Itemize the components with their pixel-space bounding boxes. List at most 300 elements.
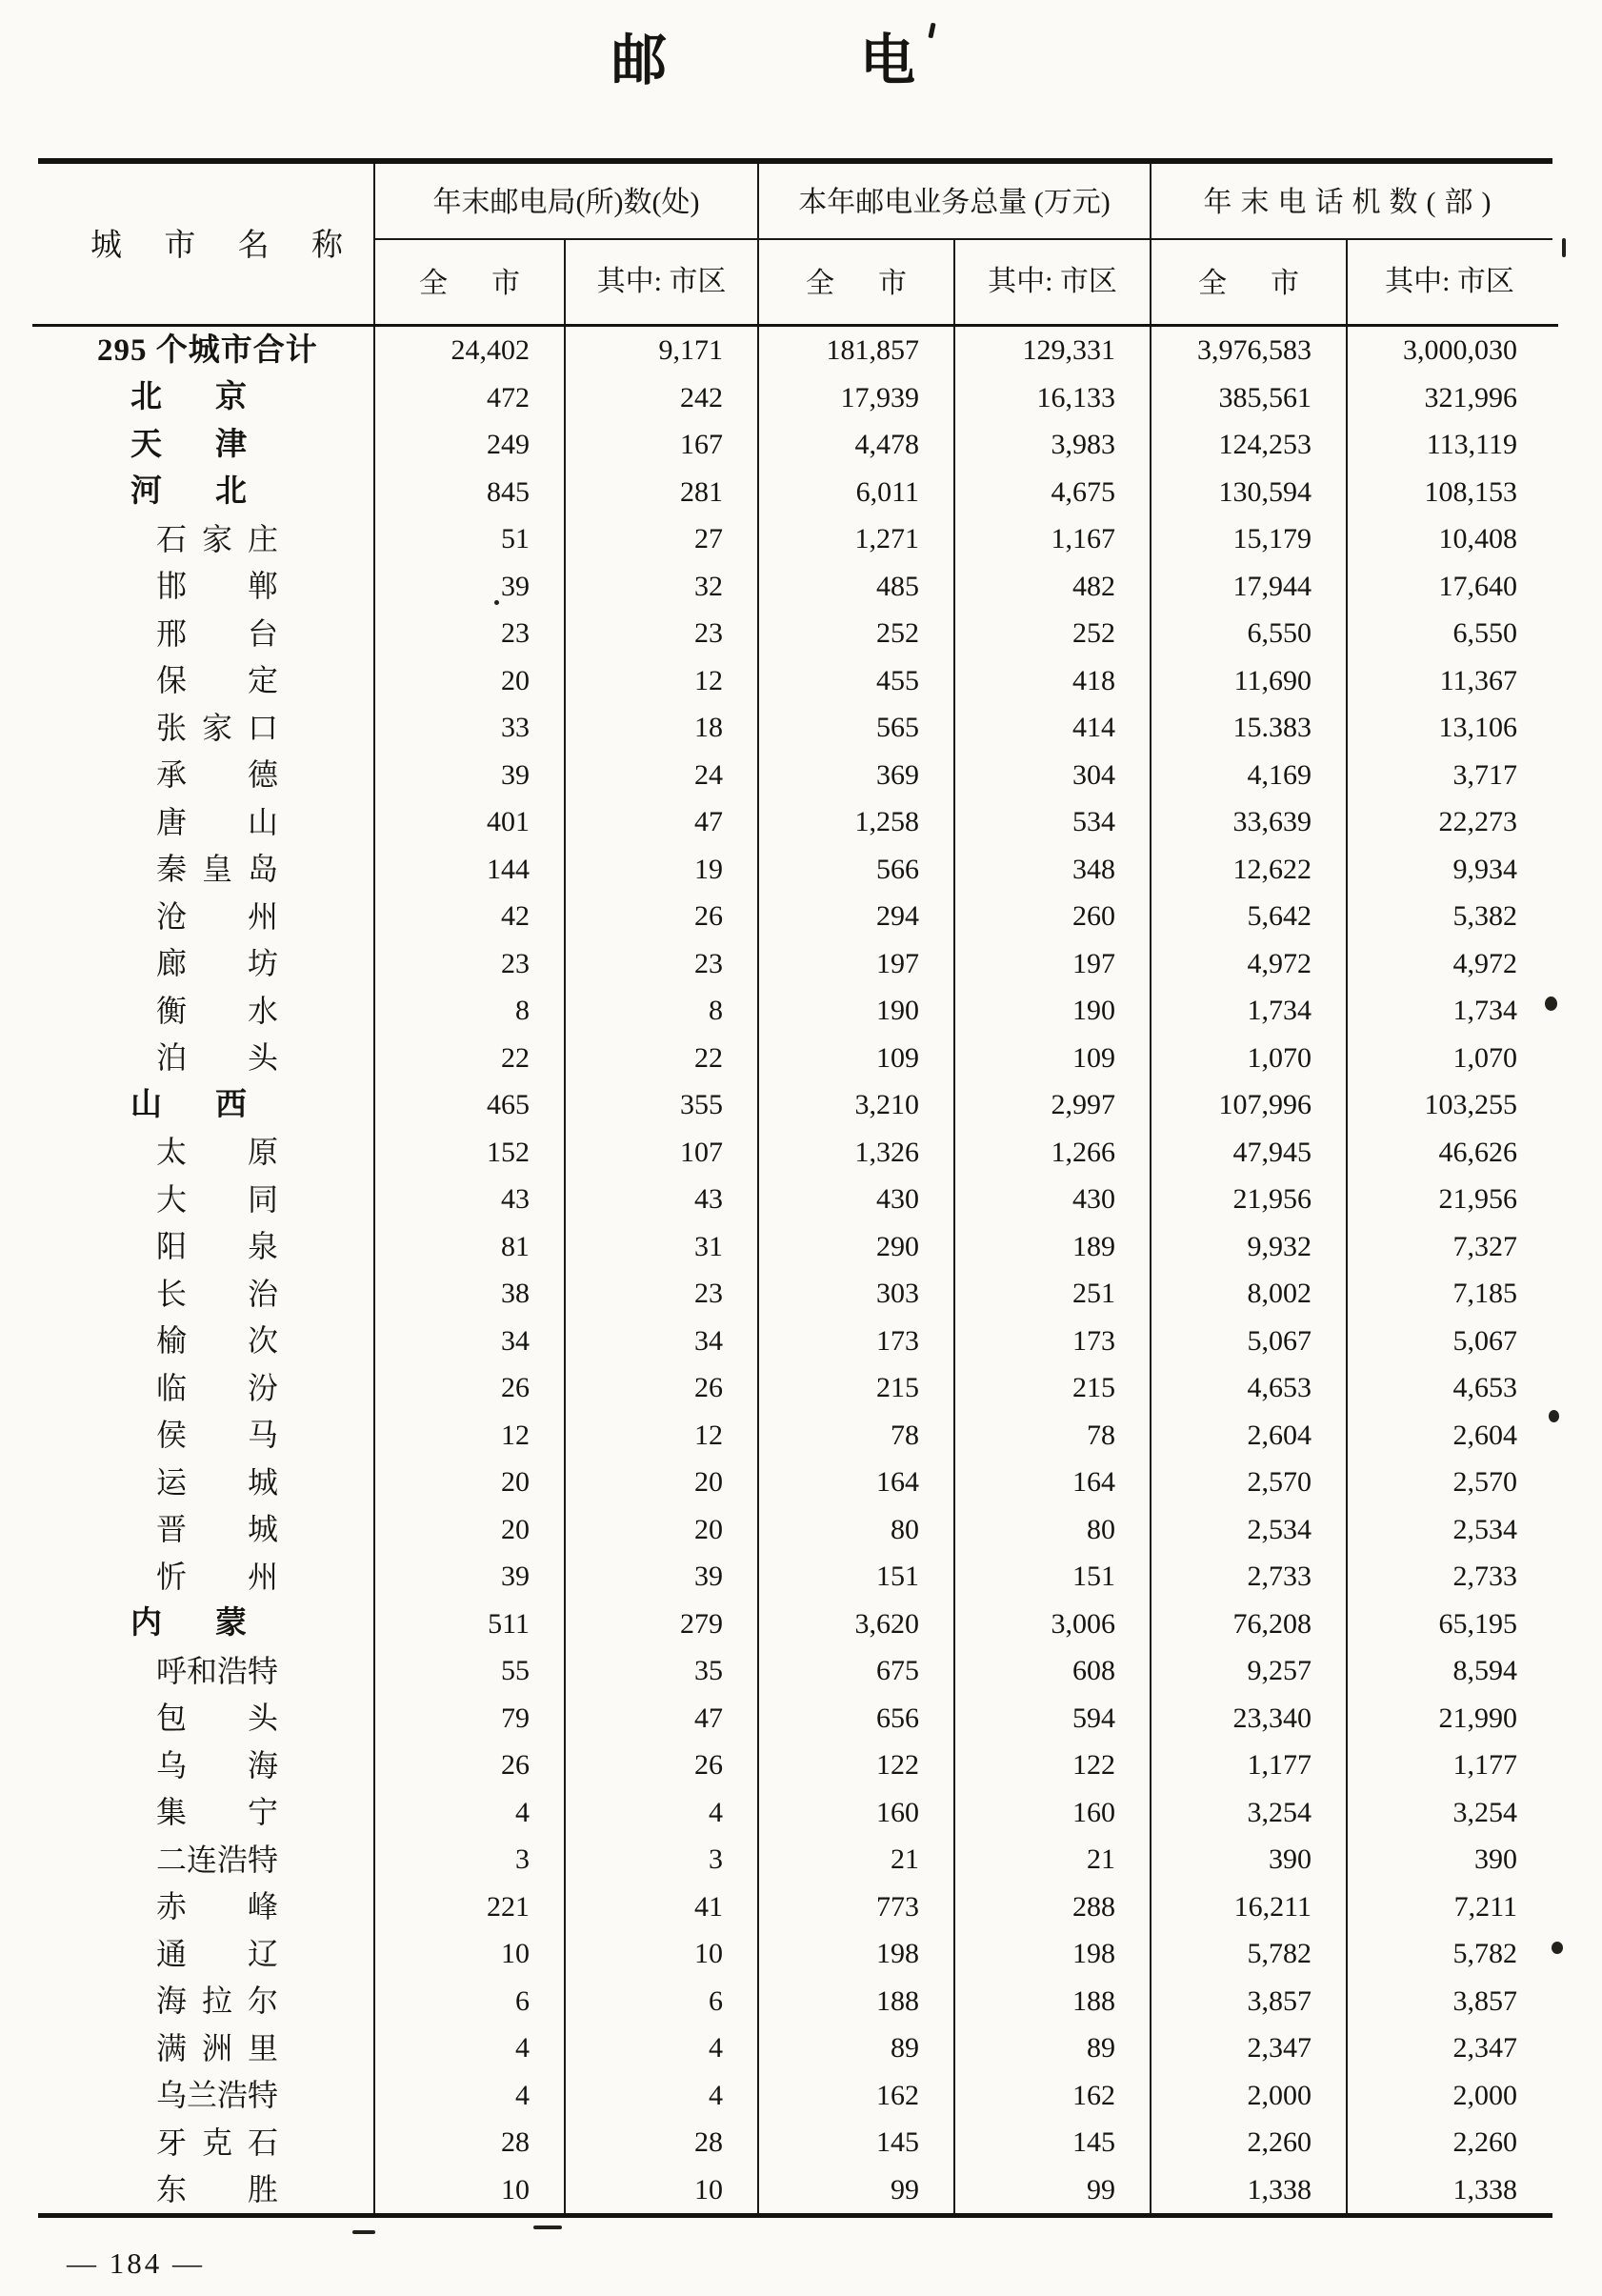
row-value: 401	[487, 806, 530, 837]
row-value: 20	[501, 664, 530, 696]
row-value: 5,642	[1247, 900, 1312, 932]
row-city-name: 唐山	[156, 804, 278, 839]
sub-header-urban-area: 其中: 市区	[596, 266, 727, 297]
row-value: 122	[1072, 1749, 1115, 1781]
sub-header-label: 全市	[806, 268, 907, 300]
ink-speck	[928, 23, 935, 39]
row-value: 78	[1087, 1419, 1115, 1451]
row-value: 3	[515, 1843, 530, 1875]
row-value: 47	[694, 1702, 723, 1734]
row-value: 13,106	[1438, 712, 1517, 743]
row-city-name-cell	[38, 563, 374, 611]
row-value: 43	[694, 1183, 723, 1215]
row-value: 3,210	[854, 1089, 919, 1120]
row-value: 144	[487, 853, 530, 885]
row-value: 8,002	[1247, 1278, 1312, 1309]
sub-header-urban-area: 其中: 市区	[988, 266, 1117, 297]
row-value: 89	[891, 2032, 919, 2064]
row-value: 4	[515, 2079, 530, 2111]
row-value: 17,939	[840, 381, 919, 413]
row-value: 2,000	[1247, 2079, 1312, 2111]
row-city-name-cell	[38, 327, 374, 374]
row-value: 89	[1087, 2032, 1115, 2064]
row-value: 27	[694, 523, 723, 554]
row-value: 348	[1072, 853, 1115, 885]
row-value: 33,639	[1232, 806, 1312, 837]
row-city-name-cell	[38, 515, 374, 563]
row-city-name: 乌海	[156, 1747, 278, 1782]
row-value: 34	[694, 1324, 723, 1357]
table-row	[38, 421, 1552, 469]
row-value: 23	[501, 617, 530, 649]
row-city-name: 乌兰浩特	[156, 2078, 279, 2113]
row-value: 252	[876, 617, 919, 649]
row-city-name: 榆次	[156, 1323, 278, 1359]
row-city-name: 太原	[156, 1135, 278, 1170]
row-value: 1,734	[1452, 995, 1517, 1026]
row-value: 2,534	[1247, 1513, 1312, 1545]
table-row	[38, 752, 1552, 799]
row-value: 46,626	[1438, 1136, 1517, 1168]
table-row	[38, 469, 1552, 516]
row-value: 288	[1072, 1890, 1115, 1923]
row-value: 17,640	[1438, 570, 1517, 602]
row-value: 9,934	[1452, 853, 1517, 885]
row-value: 5,067	[1247, 1324, 1312, 1357]
row-value: 534	[1072, 806, 1115, 837]
row-value: 79	[501, 1702, 530, 1734]
ink-speck	[1545, 997, 1557, 1011]
table-row	[38, 1035, 1552, 1082]
row-value: 197	[876, 947, 919, 979]
row-value: 124,253	[1218, 429, 1312, 460]
row-city-name: 忻州	[156, 1559, 278, 1594]
row-value: 113,119	[1426, 429, 1517, 460]
row-city-name: 邢台	[156, 615, 278, 651]
row-value: 260	[1072, 900, 1115, 932]
row-value: 198	[1072, 1938, 1115, 1969]
sub-header-whole-city	[758, 240, 954, 324]
row-value: 190	[1072, 995, 1115, 1026]
row-value: 1,167	[1051, 523, 1115, 554]
row-value: 189	[1072, 1230, 1115, 1262]
row-city-name-cell	[38, 1553, 374, 1601]
row-value: 3,857	[1247, 1984, 1312, 2017]
row-value: 42	[501, 900, 530, 932]
row-value: 99	[891, 2173, 919, 2205]
row-city-name-cell	[38, 1318, 374, 1365]
row-value: 215	[876, 1372, 919, 1403]
row-value: 355	[680, 1089, 723, 1120]
row-city-name-cell	[38, 657, 374, 705]
row-city-name: 包头	[156, 1701, 278, 1736]
row-value: 16,211	[1233, 1890, 1312, 1923]
row-value: 6	[709, 1984, 723, 2017]
row-value: 12	[501, 1419, 530, 1451]
table-row	[38, 1978, 1552, 2025]
sub-header-whole-city	[1151, 240, 1347, 324]
row-value: 173	[1072, 1324, 1115, 1357]
row-city-name: 邯郸	[156, 569, 278, 604]
row-value: 3,976,583	[1197, 334, 1312, 366]
row-value: 21	[891, 1843, 919, 1875]
row-city-name-cell	[38, 798, 374, 846]
ink-speck	[352, 2230, 375, 2234]
row-value: 80	[1087, 1513, 1115, 1545]
row-value: 418	[1072, 664, 1115, 696]
row-value: 188	[1072, 1984, 1115, 2017]
group-header-row	[374, 164, 1552, 238]
row-value: 99	[1087, 2173, 1115, 2205]
row-value: 242	[680, 381, 723, 413]
row-value: 6,550	[1247, 617, 1312, 649]
row-city-name: 山西	[130, 1087, 247, 1122]
row-city-name-cell	[38, 1789, 374, 1837]
row-value: 6,550	[1452, 617, 1517, 649]
row-value: 3,000,030	[1403, 334, 1517, 366]
row-value: 608	[1072, 1655, 1115, 1686]
ink-speck	[533, 2226, 562, 2229]
row-value: 103,255	[1424, 1089, 1517, 1120]
page-title: 邮	[611, 30, 670, 91]
table-row	[38, 1459, 1552, 1506]
table-row	[38, 374, 1552, 422]
row-value: 511	[488, 1607, 530, 1640]
row-value: 3,857	[1452, 1984, 1517, 2017]
row-value: 39	[694, 1561, 723, 1592]
row-value: 4	[709, 2079, 723, 2111]
row-value: 22	[694, 1041, 723, 1074]
row-value: 2,733	[1247, 1561, 1312, 1592]
row-value: 2,000	[1452, 2079, 1517, 2111]
row-city-name-cell	[38, 374, 374, 422]
table-row	[38, 2072, 1552, 2120]
row-city-name-cell	[38, 1742, 374, 1789]
row-city-name: 北京	[130, 380, 247, 415]
row-value: 390	[1269, 1843, 1312, 1875]
row-value: 38	[501, 1278, 530, 1309]
row-value: 190	[876, 995, 919, 1026]
row-city-name-cell	[38, 846, 374, 894]
table-row	[38, 1129, 1552, 1177]
row-value: 7,211	[1453, 1890, 1517, 1923]
row-value: 9,257	[1247, 1655, 1312, 1686]
row-city-name-cell	[38, 1270, 374, 1318]
row-value: 12	[694, 664, 723, 696]
row-value: 55	[501, 1655, 530, 1686]
table-row	[38, 657, 1552, 705]
row-value: 251	[1072, 1278, 1115, 1309]
table-row	[38, 798, 1552, 846]
table-row	[38, 2119, 1552, 2166]
row-value: 22	[501, 1041, 530, 1074]
row-city-name: 阳泉	[156, 1229, 278, 1264]
row-value: 130,594	[1218, 475, 1312, 508]
row-value: 3,983	[1051, 429, 1115, 460]
row-value: 369	[876, 758, 919, 791]
row-city-name-cell	[38, 1978, 374, 2025]
row-value: 164	[876, 1466, 919, 1498]
table-row	[38, 1647, 1552, 1695]
row-value: 24	[694, 758, 723, 791]
table-row	[38, 1412, 1552, 1460]
table-row	[38, 1318, 1552, 1365]
row-value: 10	[501, 2173, 530, 2205]
sub-header-whole-city	[374, 240, 565, 324]
row-city-name: 承德	[156, 757, 278, 793]
row-value: 21,990	[1438, 1702, 1517, 1734]
row-city-name-cell	[38, 1836, 374, 1883]
row-value: 23	[694, 1278, 723, 1309]
row-value: 12	[694, 1419, 723, 1451]
table-row	[38, 1930, 1552, 1978]
row-value: 47,945	[1232, 1136, 1312, 1168]
table-row	[38, 846, 1552, 894]
row-value: 162	[1072, 2079, 1115, 2111]
row-value: 43	[501, 1183, 530, 1215]
row-city-name-cell	[38, 421, 374, 469]
row-city-name-cell	[38, 987, 374, 1035]
row-value: 773	[876, 1890, 919, 1923]
row-value: 4,653	[1247, 1372, 1312, 1403]
row-value: 2,570	[1247, 1466, 1312, 1498]
row-value: 20	[694, 1513, 723, 1545]
row-value: 151	[1072, 1561, 1115, 1592]
row-value: 1,326	[854, 1136, 919, 1168]
table-row	[38, 704, 1552, 752]
row-value: 23,340	[1232, 1702, 1312, 1734]
row-value: 39	[501, 570, 530, 602]
row-value: 151	[876, 1561, 919, 1592]
row-value: 455	[876, 664, 919, 696]
row-value: 845	[487, 475, 530, 508]
table-row	[38, 1789, 1552, 1837]
table-row	[38, 1176, 1552, 1223]
row-value: 594	[1072, 1702, 1115, 1734]
row-city-name-cell	[38, 940, 374, 988]
row-city-name-cell	[38, 752, 374, 799]
row-value: 565	[876, 712, 919, 743]
row-value: 11,367	[1439, 664, 1517, 696]
row-value: 188	[876, 1984, 919, 2017]
row-value: 33	[501, 712, 530, 743]
row-value: 3,006	[1051, 1607, 1115, 1640]
row-city-name: 295 个城市合计	[97, 332, 318, 368]
row-value: 3,254	[1452, 1796, 1517, 1828]
row-value: 9,932	[1247, 1230, 1312, 1262]
row-city-name: 河北	[130, 474, 247, 510]
row-value: 656	[876, 1702, 919, 1734]
row-value: 252	[1072, 617, 1115, 649]
row-value: 1,177	[1247, 1749, 1312, 1781]
row-value: 15.383	[1232, 712, 1312, 743]
row-value: 24,402	[451, 334, 530, 366]
row-value: 39	[501, 758, 530, 791]
row-value: 26	[694, 900, 723, 932]
row-value: 26	[501, 1372, 530, 1403]
row-value: 17,944	[1232, 570, 1312, 602]
row-value: 1,070	[1452, 1041, 1517, 1074]
row-city-name-cell	[38, 1506, 374, 1554]
row-value: 281	[680, 475, 723, 508]
row-value: 3,717	[1452, 758, 1517, 791]
row-value: 11,690	[1233, 664, 1312, 696]
row-city-name-cell	[38, 1412, 374, 1460]
row-value: 4	[515, 1796, 530, 1828]
row-value: 129,331	[1022, 334, 1115, 366]
row-city-name: 沧州	[156, 898, 278, 934]
row-value: 5,782	[1247, 1938, 1312, 1969]
row-city-name-cell	[38, 1647, 374, 1695]
row-value: 39	[501, 1561, 530, 1592]
row-city-name: 张家口	[156, 710, 278, 745]
row-value: 321,996	[1424, 381, 1517, 413]
row-value: 7,327	[1452, 1230, 1517, 1262]
row-city-name: 长治	[156, 1276, 278, 1311]
row-value: 167	[680, 429, 723, 460]
page-title: 电	[860, 30, 918, 91]
row-city-name-cell	[38, 704, 374, 752]
sub-header-urban-area: 其中: 市区	[1385, 266, 1514, 297]
row-city-name-cell	[38, 1035, 374, 1082]
table-row	[38, 1553, 1552, 1601]
row-value: 2,260	[1452, 2126, 1517, 2158]
row-value: 12,622	[1232, 853, 1312, 885]
row-value: 23	[694, 617, 723, 649]
row-value: 4	[515, 2032, 530, 2064]
row-city-name: 泊头	[156, 1040, 278, 1076]
row-value: 152	[487, 1136, 530, 1168]
row-value: 10	[694, 2173, 723, 2205]
table-row	[38, 1223, 1552, 1271]
row-value: 108,153	[1424, 475, 1517, 508]
row-value: 20	[694, 1466, 723, 1498]
row-value: 5,067	[1452, 1324, 1517, 1357]
row-value: 78	[891, 1419, 919, 1451]
row-value: 465	[487, 1089, 530, 1120]
row-city-name-cell	[38, 1176, 374, 1223]
row-value: 3	[709, 1843, 723, 1875]
row-city-name-cell	[38, 1129, 374, 1177]
row-value: 10,408	[1438, 523, 1517, 554]
column-header-label: 城市名称	[90, 229, 343, 264]
row-value: 80	[891, 1513, 919, 1545]
sub-header-row	[374, 240, 1552, 324]
row-value: 279	[680, 1607, 723, 1640]
ink-speck	[1562, 238, 1566, 257]
sub-header-label: 全市	[419, 268, 520, 300]
table-row	[38, 1506, 1552, 1554]
row-value: 2,260	[1247, 2126, 1312, 2158]
row-value: 26	[694, 1372, 723, 1403]
table-row	[38, 515, 1552, 563]
row-city-name: 廊坊	[156, 946, 278, 981]
column-header-city-name	[90, 164, 343, 324]
row-value: 482	[1072, 570, 1115, 602]
row-city-name-cell	[38, 2119, 374, 2166]
table-row	[38, 987, 1552, 1035]
table-body	[38, 327, 1552, 2213]
page-number: — 184 —	[67, 2246, 205, 2280]
table-row	[38, 1081, 1552, 1129]
row-value: 3,254	[1247, 1796, 1312, 1828]
row-city-name-cell	[38, 2072, 374, 2120]
row-value: 5,782	[1452, 1938, 1517, 1969]
row-city-name: 内蒙	[130, 1606, 247, 1641]
row-value: 31	[694, 1230, 723, 1262]
row-value: 65,195	[1438, 1607, 1517, 1640]
row-city-name-cell	[38, 1364, 374, 1412]
table-row	[38, 563, 1552, 611]
row-value: 26	[501, 1749, 530, 1781]
row-value: 20	[501, 1466, 530, 1498]
table-row	[38, 1883, 1552, 1931]
table-row	[38, 1742, 1552, 1789]
row-value: 294	[876, 900, 919, 932]
row-value: 304	[1072, 758, 1115, 791]
row-value: 41	[694, 1890, 723, 1923]
row-value: 1,266	[1051, 1136, 1115, 1168]
row-city-name: 二连浩特	[156, 1842, 279, 1877]
row-value: 414	[1072, 712, 1115, 743]
row-value: 8,594	[1452, 1655, 1517, 1686]
row-city-name: 满洲里	[156, 2030, 278, 2065]
row-value: 303	[876, 1278, 919, 1309]
row-city-name: 赤峰	[156, 1889, 278, 1924]
row-city-name-cell	[38, 1695, 374, 1742]
row-city-name: 保定	[156, 663, 278, 698]
row-city-name-cell	[38, 1930, 374, 1978]
row-value: 472	[487, 381, 530, 413]
row-city-name-cell	[38, 1223, 374, 1271]
row-value: 173	[876, 1324, 919, 1357]
row-city-name-cell	[38, 469, 374, 516]
table-row	[38, 940, 1552, 988]
row-city-name-cell	[38, 1459, 374, 1506]
row-city-name: 海拉尔	[156, 1984, 278, 2019]
row-value: 181,857	[826, 334, 919, 366]
row-value: 4,675	[1051, 475, 1115, 508]
row-value: 5,382	[1452, 900, 1517, 932]
row-value: 1,734	[1247, 995, 1312, 1026]
row-value: 215	[1072, 1372, 1115, 1403]
row-value: 1,338	[1452, 2173, 1517, 2205]
row-value: 9,171	[658, 334, 723, 366]
row-value: 122	[876, 1749, 919, 1781]
row-value: 47	[694, 806, 723, 837]
row-value: 2,534	[1452, 1513, 1517, 1545]
statistics-table	[38, 158, 1552, 2218]
row-value: 18	[694, 712, 723, 743]
row-value: 160	[876, 1796, 919, 1828]
row-value: 4,478	[854, 429, 919, 460]
row-value: 6	[515, 1984, 530, 2017]
row-value: 10	[501, 1938, 530, 1969]
row-value: 6,011	[855, 475, 919, 508]
row-city-name: 晋城	[156, 1512, 278, 1547]
row-value: 485	[876, 570, 919, 602]
row-value: 21,956	[1232, 1183, 1312, 1215]
table-row	[38, 1601, 1552, 1648]
table-row	[38, 610, 1552, 657]
row-city-name: 石家庄	[156, 521, 278, 556]
row-city-name: 临汾	[156, 1370, 278, 1405]
row-city-name: 秦皇岛	[156, 852, 278, 887]
sub-header-label: 全市	[1198, 268, 1299, 300]
row-value: 107	[680, 1136, 723, 1168]
row-city-name-cell	[38, 1601, 374, 1648]
row-value: 4	[709, 1796, 723, 1828]
